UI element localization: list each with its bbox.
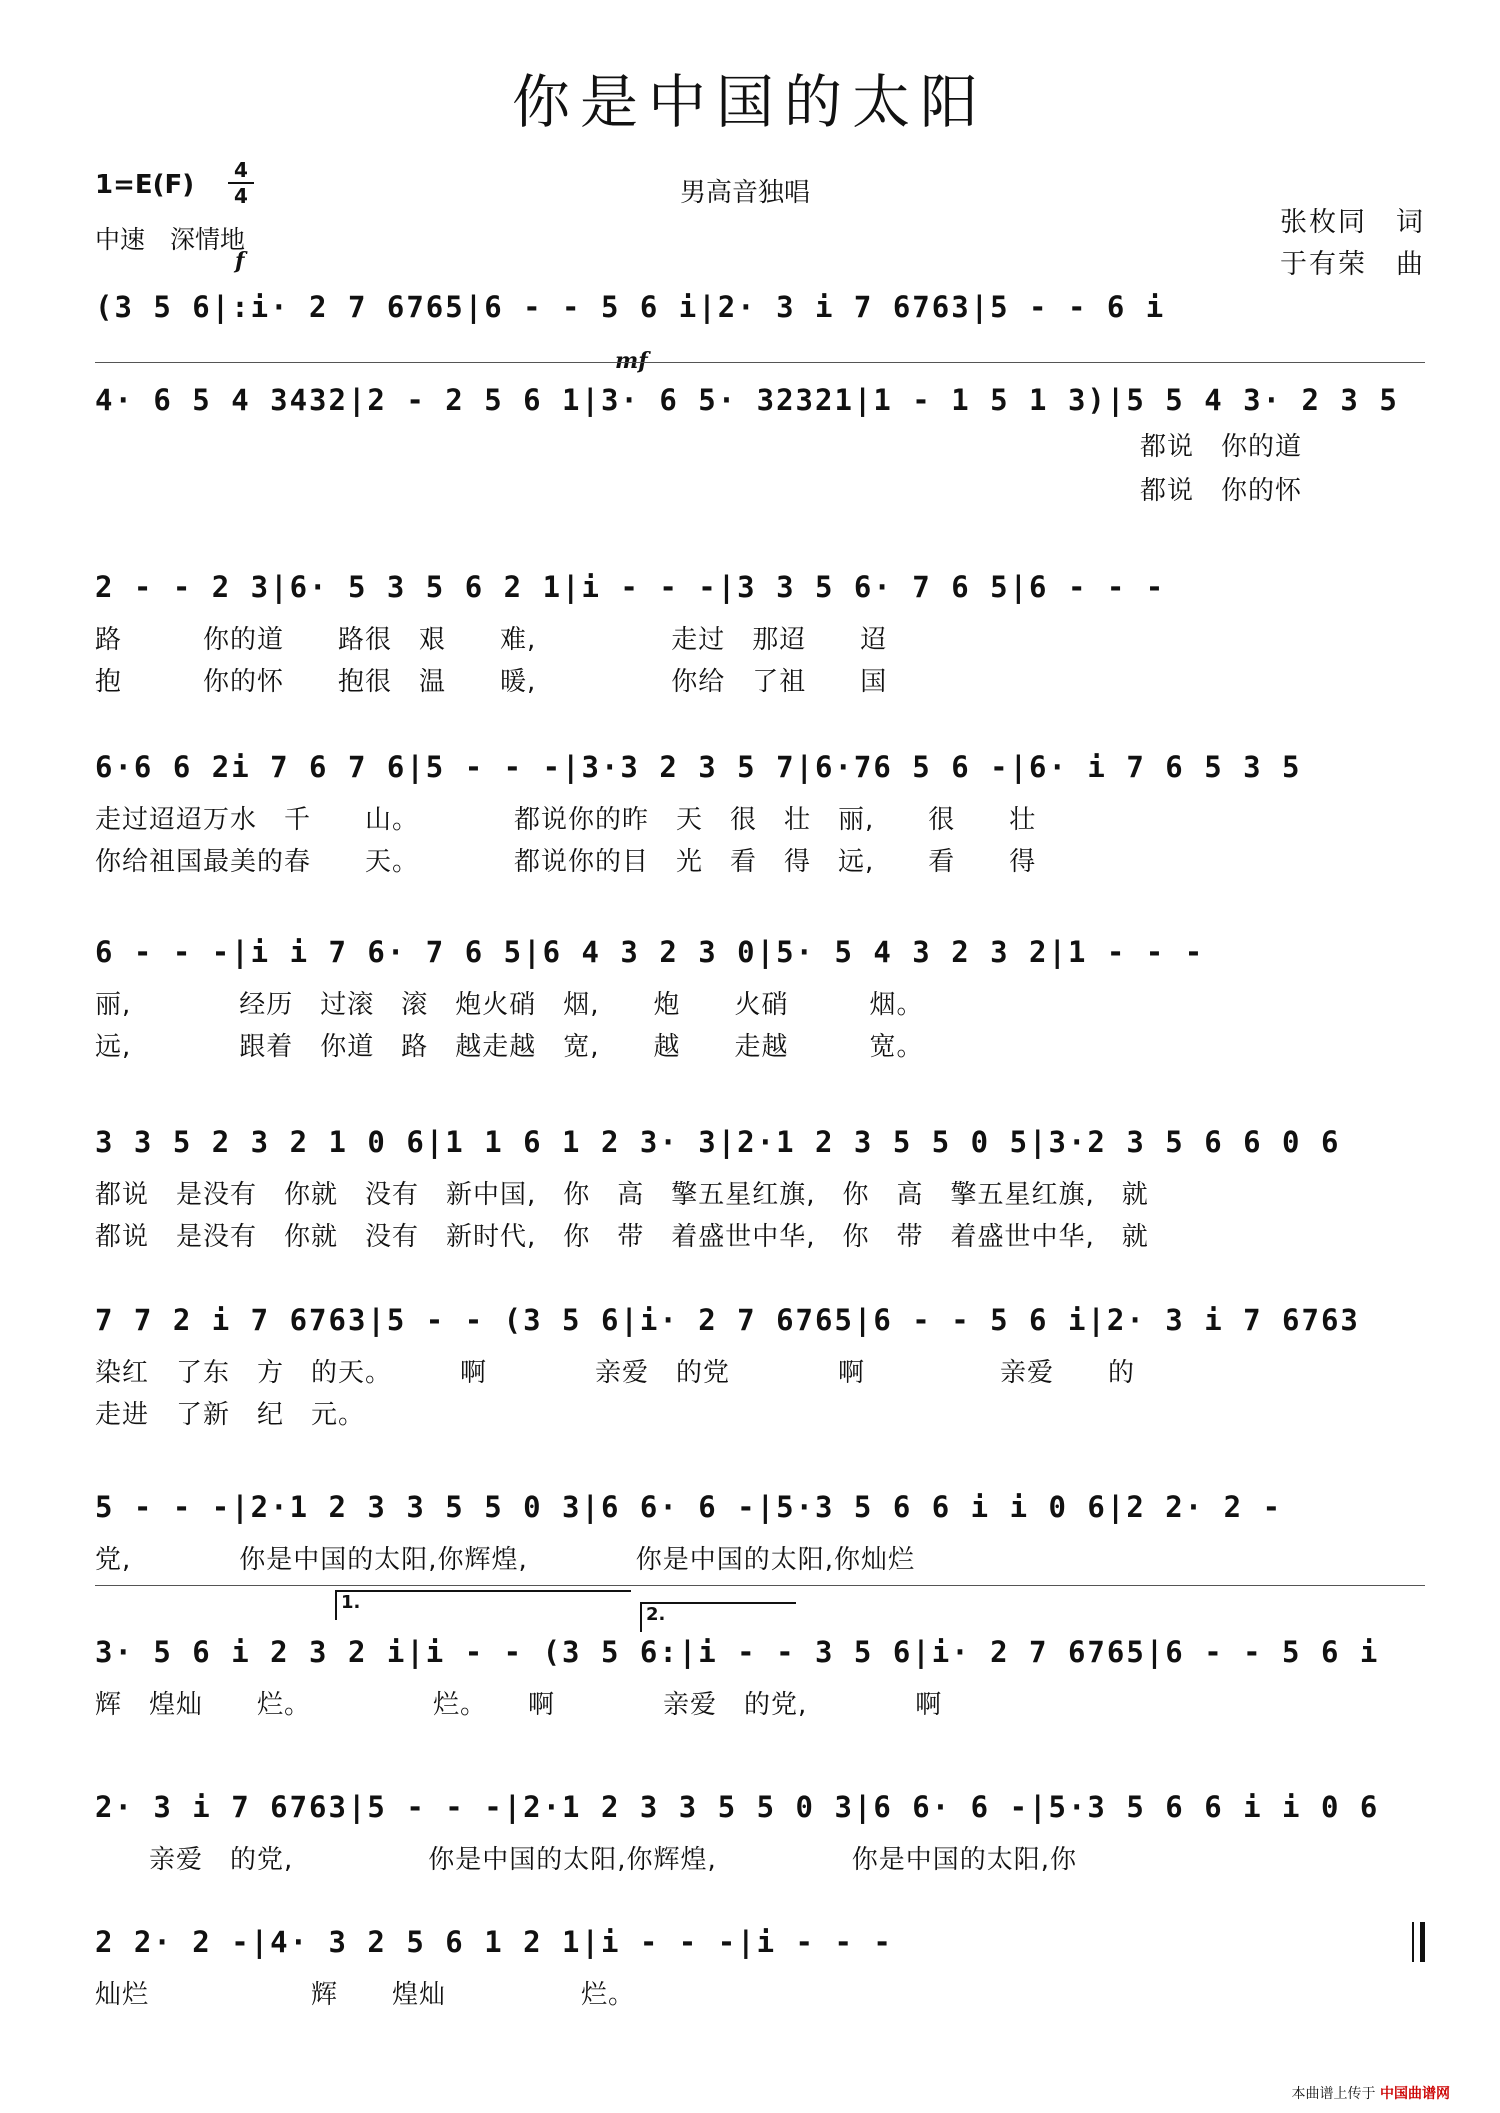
key-signature: 1=E(F) (95, 170, 195, 200)
time-sig-top: 4 (234, 158, 248, 182)
lyric-verse-1: 都说 是没有 你就 没有 新中国, 你 高 擎五星红旗, 你 高 擎五星红旗, 就 (95, 1180, 1149, 1210)
song-title: 你是中国的太阳 (511, 68, 988, 136)
notation-line: (3 5 6|:i· 2 7 6765|6 - - 5 6 i|2· 3 i 7 6763|5 - - 6 i (95, 290, 1166, 324)
notation-line: 4· 6 5 4 3432|2 - 2 5 6 1|3· 6 5· 32321|1 - 1 5 1 3)|5 5 4 3· 2 3 5 (95, 383, 1399, 417)
tempo-marking: 中速 深情地 (95, 225, 246, 254)
lyricist-credit: 张枚同 词 (1280, 207, 1425, 238)
second-ending-bracket: 2. (640, 1602, 796, 1632)
lyric-verse-1: 走过迢迢万水 千 山。 都说你的昨 天 很 壮 丽, 很 壮 (95, 805, 1037, 835)
dynamic-mezzo-forte: mf (615, 348, 648, 374)
lyric-verse-1: 灿烂 辉 煌灿 烂。 (95, 1980, 636, 2010)
notation-line: 5 - - -|2·1 2 3 3 5 5 0 3|6 6· 6 -|5·3 5 6 6 i i 0 6|2 2· 2 - (95, 1490, 1283, 1524)
time-signature (228, 158, 254, 208)
time-sig-bottom: 4 (234, 184, 248, 208)
performance-subtitle: 男高音独唱 (680, 178, 811, 208)
dynamic-forte: f (235, 248, 245, 274)
final-barline (1412, 1922, 1425, 1962)
lyric-verse-1: 都说 你的道 (1140, 432, 1303, 462)
lyric-verse-1: 辉 煌灿 烂。 烂。 啊 亲爱 的党, 啊 (95, 1690, 943, 1720)
notation-line: 6 - - -|i i 7 6· 7 6 5|6 4 3 2 3 0|5· 5 4 3 2 3 2|1 - - - (95, 935, 1205, 969)
notation-line: 3 3 5 2 3 2 1 0 6|1 1 6 1 2 3· 3|2·1 2 3 5 5 0 5|3·2 3 5 6 6 0 6 (95, 1125, 1341, 1159)
notation-line: 2 - - 2 3|6· 5 3 5 6 2 1|i - - -|3 3 5 6· 7 6 5|6 - - - (95, 570, 1166, 604)
notation-line: 6·6 6 2i 7 6 7 6|5 - - -|3·3 2 3 5 7|6·76 5 6 -|6· i 7 6 5 3 5 (95, 750, 1302, 784)
footer-prefix: 本曲谱上传于 (1291, 2086, 1376, 2102)
system-divider (95, 362, 1425, 363)
footer-site-logo[interactable]: 中国曲谱网 (1380, 2086, 1450, 2102)
lyric-verse-1: 路 你的道 路很 艰 难, 走过 那迢 迢 (95, 625, 888, 655)
lyric-verse-2: 抱 你的怀 抱很 温 暖, 你给 了祖 国 (95, 667, 888, 697)
lyric-verse-2: 都说 是没有 你就 没有 新时代, 你 带 着盛世中华, 你 带 着盛世中华, 就 (95, 1222, 1149, 1252)
lyric-verse-2: 远, 跟着 你道 路 越走越 宽, 越 走越 宽。 (95, 1032, 924, 1062)
notation-line: 7 7 2 i 7 6763|5 - - (3 5 6|i· 2 7 6765|6 - - 5 6 i|2· 3 i 7 6763 (95, 1303, 1360, 1337)
lyric-verse-1: 染红 了东 方 的天。 啊 亲爱 的党 啊 亲爱 的 (95, 1358, 1136, 1388)
lyric-verse-2: 你给祖国最美的春 天。 都说你的目 光 看 得 远, 看 得 (95, 847, 1037, 877)
lyric-verse-1: 亲爱 的党, 你是中国的太阳,你辉煌, 你是中国的太阳,你 (95, 1845, 1078, 1875)
lyric-verse-1: 党, 你是中国的太阳,你辉煌, 你是中国的太阳,你灿烂 (95, 1545, 916, 1575)
notation-line: 3· 5 6 i 2 3 2 i|i - - (3 5 6:|i - - 3 5 6|i· 2 7 6765|6 - - 5 6 i (95, 1635, 1380, 1669)
notation-line: 2· 3 i 7 6763|5 - - -|2·1 2 3 3 5 5 0 3|6 6· 6 -|5·3 5 6 6 i i 0 6 (95, 1790, 1380, 1824)
first-ending-bracket: 1. (335, 1590, 631, 1620)
source-footer (1292, 2083, 1450, 2103)
lyric-verse-1: 丽, 经历 过滚 滚 炮火硝 烟, 炮 火硝 烟。 (95, 990, 924, 1020)
notation-line: 2 2· 2 -|4· 3 2 5 6 1 2 1|i - - -|i - - - (95, 1925, 893, 1959)
lyric-verse-2: 都说 你的怀 (1140, 476, 1303, 506)
system-divider (95, 1585, 1425, 1586)
lyric-verse-2: 走进 了新 纪 元。 (95, 1400, 366, 1430)
composer-credit: 于有荣 曲 (1280, 249, 1425, 280)
